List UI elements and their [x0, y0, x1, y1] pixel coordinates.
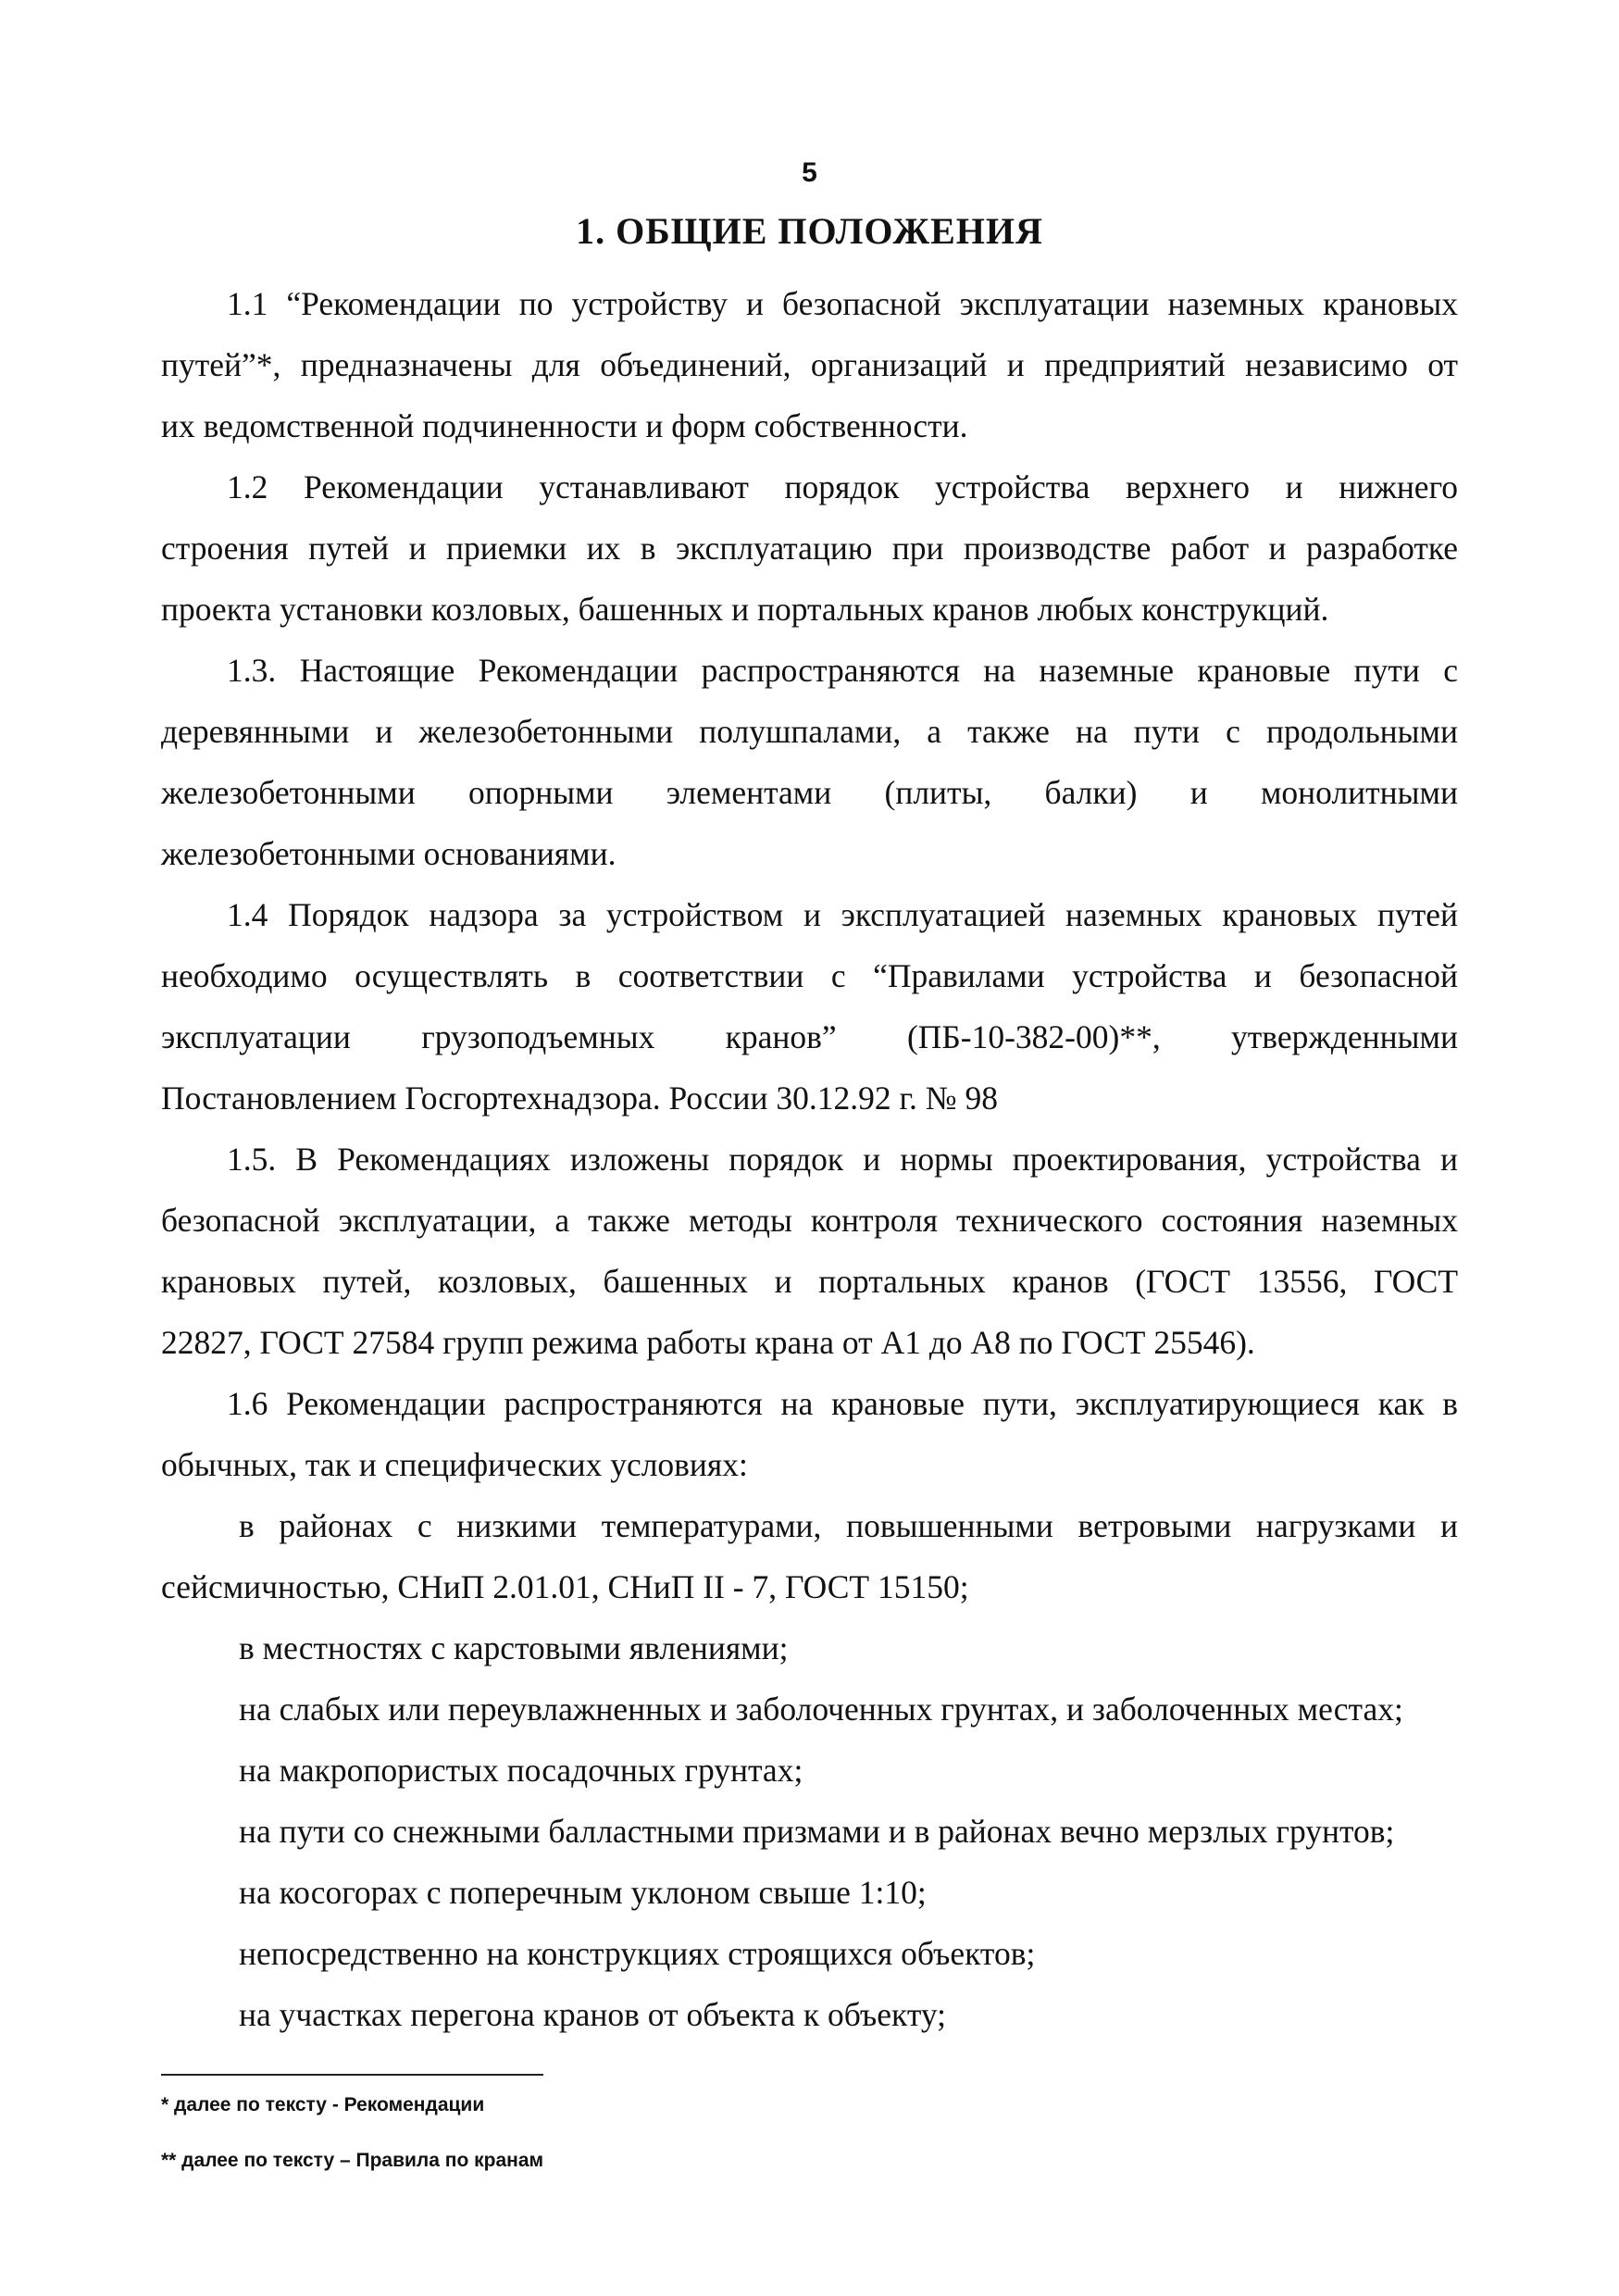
text-line: деревянными и железобетонными полушпалами, а также на пути с продольными — [161, 713, 1458, 750]
list-item: на слабых или переувлажненных и заболоченных грунтах, и заболоченных местах; — [239, 1691, 1403, 1728]
text-line: крановых путей, козловых, башенных и портальных кранов (ГОСТ 13556, ГОСТ — [161, 1263, 1458, 1300]
text-line: Постановлением Госгортехнадзора. России 30.12.92 г. № 98 — [161, 1079, 999, 1117]
list-item: на участках перегона кранов от объекта к объекту; — [239, 1996, 947, 2033]
text-line: 1.4 Порядок надзора за устройством и эксплуатацией наземных крановых путей — [227, 896, 1458, 933]
page-number: 5 — [802, 157, 817, 188]
text-line: 1.3. Настоящие Рекомендации распространяются на наземные крановые пути с — [227, 652, 1458, 689]
list-item: на пути со снежными балластными призмами и в районах вечно мерзлых грунтов; — [239, 1813, 1395, 1850]
text-line: обычных, так и специфических условиях: — [161, 1446, 748, 1483]
text-line: эксплуатации грузоподъемных кранов” (ПБ-10-382-00)**, утвержденными — [161, 1018, 1458, 1055]
footnote-2: ** далее по тексту – Правила по кранам — [161, 2150, 544, 2171]
list-item: на косогорах с поперечным уклоном свыше 1:10; — [239, 1874, 927, 1911]
footnote-1: * далее по тексту - Рекомендации — [161, 2094, 485, 2115]
text-line: безопасной эксплуатации, а также методы контроля технического состояния наземных — [161, 1202, 1458, 1239]
text-line: их ведомственной подчиненности и форм собственности. — [161, 407, 968, 444]
text-line: путей”*, предназначены для объединений, организаций и предприятий независимо от — [161, 346, 1458, 383]
list-item: непосредственно на конструкциях строящихся объектов; — [239, 1935, 1036, 1972]
list-item: на макропористых посадочных грунтах; — [239, 1752, 803, 1789]
text-line: проекта установки козловых, башенных и портальных кранов любых конструкций. — [161, 591, 1329, 628]
text-line: строения путей и приемки их в эксплуатацию при производстве работ и разработке — [161, 530, 1458, 567]
text-line: 1.2 Рекомендации устанавливают порядок устройства верхнего и нижнего — [227, 468, 1458, 505]
text-line: сейсмичностью, СНиП 2.01.01, СНиП II - 7, ГОСТ 15150; — [161, 1568, 969, 1605]
text-line: 1.5. В Рекомендациях изложены порядок и нормы проектирования, устройства и — [227, 1141, 1458, 1178]
text-line: железобетонными опорными элементами (плиты, балки) и монолитными — [161, 774, 1458, 811]
text-line: необходимо осуществлять в соответствии с “Правилами устройства и безопасной — [161, 957, 1458, 994]
list-item: в местностях с карстовыми явлениями; — [239, 1629, 789, 1666]
section-heading: 1. ОБЩИЕ ПОЛОЖЕНИЯ — [576, 210, 1043, 252]
footnote-divider — [161, 2074, 543, 2076]
text-line: в районах с низкими температурами, повышенными ветровыми нагрузками и — [239, 1507, 1458, 1544]
text-line: 22827, ГОСТ 27584 групп режима работы крана от А1 до А8 по ГОСТ 25546). — [161, 1324, 1255, 1361]
text-line: 1.1 “Рекомендации по устройству и безопасной эксплуатации наземных крановых — [227, 285, 1458, 322]
text-line: железобетонными основаниями. — [161, 835, 616, 872]
text-line: 1.6 Рекомендации распространяются на крановые пути, эксплуатирующиеся как в — [227, 1385, 1458, 1422]
